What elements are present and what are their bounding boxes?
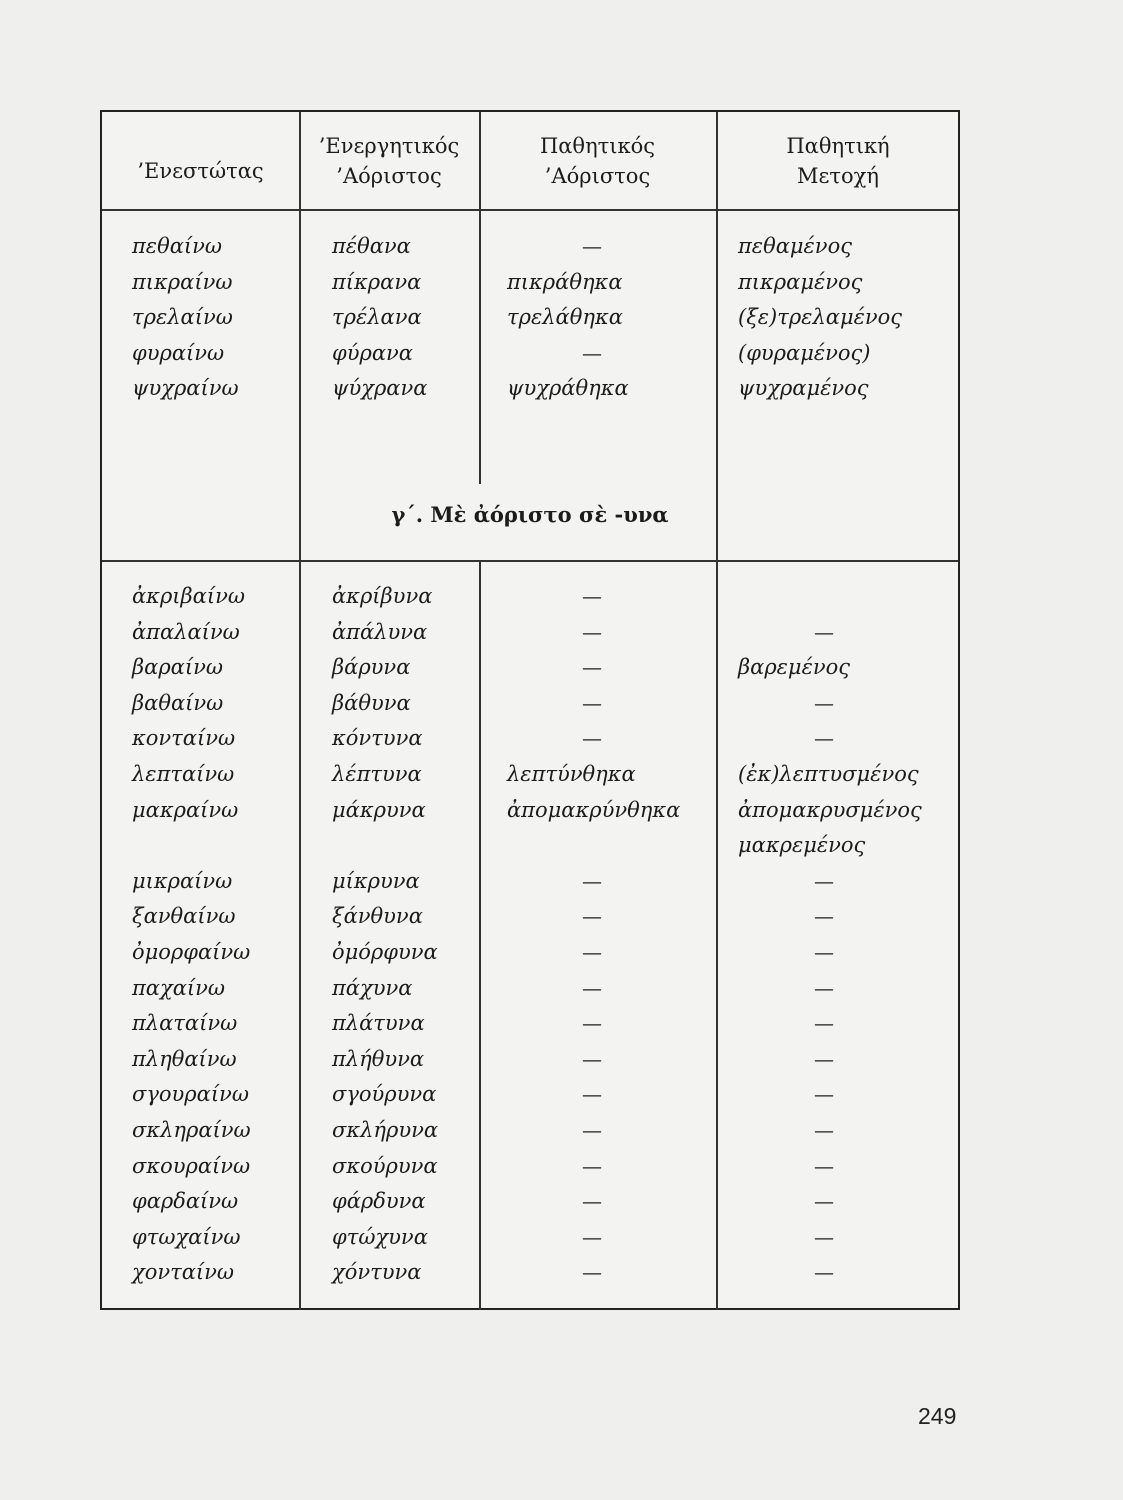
empty-form-dash: —: [814, 619, 834, 644]
empty-form-dash: —: [582, 1118, 602, 1142]
verb-form-cell: (φυραμένος): [738, 340, 871, 365]
header-label: ’Ενεργητικός: [318, 133, 460, 158]
empty-form-dash: —: [814, 1011, 834, 1036]
empty-form-dash: —: [582, 234, 602, 258]
verb-form-cell: φυραίνω: [132, 340, 225, 365]
header-active-aorist: [299, 112, 479, 209]
empty-form-dash: —: [814, 1153, 834, 1178]
table-row: [102, 376, 958, 411]
verb-form-cell: κόντυνα: [332, 726, 423, 751]
verb-form-cell: κονταίνω: [132, 726, 236, 751]
empty-form-dash: —: [814, 868, 834, 893]
verb-form-cell: ἀκριβαίνω: [132, 584, 245, 608]
verb-form-cell: πλάτυνα: [332, 1011, 425, 1036]
verb-form-cell: πάχυνα: [332, 975, 413, 1000]
header-label: Μετοχή: [797, 163, 879, 188]
verb-form-cell: σκουραίνω: [132, 1153, 251, 1178]
table-row: [102, 341, 958, 376]
verb-form-cell: σγουραίνω: [132, 1082, 249, 1107]
table-row: [102, 620, 958, 655]
verb-form-cell: παχαίνω: [132, 975, 226, 1000]
empty-form-dash: —: [814, 1224, 834, 1249]
table-row: [102, 1082, 958, 1117]
empty-form-dash: —: [814, 1189, 834, 1214]
verb-form-cell: μάκρυνα: [332, 797, 426, 822]
empty-form-dash: —: [582, 975, 602, 1000]
verb-form-cell: μακραίνω: [132, 797, 239, 822]
empty-form-dash: —: [814, 904, 834, 929]
verb-form-cell: πικραίνω: [132, 269, 233, 294]
header-label: ’Ενεστώτας: [137, 158, 264, 183]
verb-form-cell: ἀπομακρυσμένος: [738, 797, 922, 822]
empty-form-dash: —: [582, 1082, 602, 1107]
table-row: [102, 1011, 958, 1046]
section-heading: γ΄. Μὲ ἀόριστο σὲ -υνα: [391, 502, 669, 527]
verb-form-cell: βαθαίνω: [132, 690, 224, 715]
verb-form-cell: χόντυνα: [332, 1260, 422, 1285]
verb-form-cell: φτωχαίνω: [132, 1224, 241, 1249]
header-label: Παθητική: [786, 133, 890, 158]
page-number: 249: [918, 1403, 957, 1429]
verb-form-cell: λεπτύνθηκα: [507, 762, 636, 786]
table-row: [102, 1154, 958, 1189]
header-passive-participle: [716, 112, 960, 209]
table-row: [102, 1225, 958, 1260]
verb-form-cell: χονταίνω: [132, 1260, 235, 1285]
header-present: [102, 122, 299, 219]
empty-form-dash: —: [814, 690, 834, 715]
table-row: [102, 305, 958, 340]
verb-form-cell: φαρδαίνω: [132, 1189, 239, 1214]
verb-form-cell: ἀκρίβυνα: [332, 584, 433, 608]
verb-form-cell: σκούρυνα: [332, 1153, 438, 1178]
verb-form-cell: πληθαίνω: [132, 1046, 237, 1071]
empty-form-dash: —: [814, 975, 834, 1000]
table-row: [102, 1047, 958, 1082]
verb-form-cell: σγούρυνα: [332, 1082, 437, 1107]
verb-form-cell: πεθαμένος: [738, 234, 852, 258]
empty-form-dash: —: [582, 726, 602, 751]
verb-form-cell: φάρδυνα: [332, 1189, 426, 1214]
empty-form-dash: —: [814, 1082, 834, 1107]
verb-form-cell: τρελάθηκα: [507, 305, 623, 329]
empty-form-dash: —: [582, 1011, 602, 1036]
table-row: [102, 655, 958, 690]
verb-form-cell: βαραίνω: [132, 655, 223, 680]
empty-form-dash: —: [582, 940, 602, 964]
verb-form-cell: ξάνθυνα: [332, 904, 423, 929]
verb-form-cell: βάρυνα: [332, 655, 411, 680]
table-row: [102, 833, 958, 868]
table-row: [102, 234, 958, 269]
table-row: [102, 940, 958, 975]
table-row: [102, 1260, 958, 1295]
verb-form-cell: ψυχραίνω: [132, 376, 239, 400]
verb-form-cell: ἀπαλαίνω: [132, 619, 240, 644]
verb-form-cell: τρελαίνω: [132, 305, 233, 329]
empty-form-dash: —: [582, 904, 602, 929]
empty-form-dash: —: [814, 940, 834, 964]
table-row: [102, 691, 958, 726]
verb-form-cell: τρέλανα: [332, 305, 422, 329]
table-row: [102, 270, 958, 305]
verb-form-cell: ὀμόρφυνα: [332, 940, 438, 964]
verb-form-cell: πλαταίνω: [132, 1011, 238, 1036]
table-row: [102, 726, 958, 761]
verb-form-cell: μακρεμένος: [738, 833, 866, 858]
verb-form-cell: ὀμορφαίνω: [132, 940, 251, 964]
header-label: Παθητικός: [539, 133, 656, 158]
section-divider: [102, 560, 958, 562]
empty-form-dash: —: [814, 726, 834, 751]
table-row: [102, 762, 958, 797]
verb-form-cell: λέπτυνα: [332, 762, 422, 786]
table-row: [102, 1189, 958, 1224]
verb-form-cell: βάθυνα: [332, 690, 411, 715]
table-row: [102, 869, 958, 904]
verb-form-cell: ξανθαίνω: [132, 904, 236, 929]
empty-form-dash: —: [582, 690, 602, 715]
verb-form-cell: σκλήρυνα: [332, 1118, 439, 1142]
verb-form-cell: ἀπάλυνα: [332, 619, 428, 644]
verb-form-cell: (ἐκ)λεπτυσμένος: [738, 762, 919, 786]
empty-form-dash: —: [582, 1153, 602, 1178]
header-label: ’Αόριστος: [336, 163, 442, 188]
verb-form-cell: φτώχυνα: [332, 1224, 428, 1249]
table-row: [102, 584, 958, 619]
empty-form-dash: —: [582, 868, 602, 893]
verb-form-cell: πίκρανα: [332, 269, 422, 294]
verb-form-cell: πλήθυνα: [332, 1046, 425, 1071]
empty-form-dash: —: [582, 584, 602, 608]
verb-form-cell: (ξε)τρελαμένος: [738, 305, 903, 329]
verb-form-cell: ψυχράθηκα: [507, 376, 629, 400]
empty-form-dash: —: [582, 340, 602, 365]
verb-form-cell: πικραμένος: [738, 269, 863, 294]
empty-form-dash: —: [814, 1118, 834, 1142]
verb-form-cell: πικράθηκα: [507, 269, 623, 294]
header-passive-aorist: [479, 112, 716, 209]
header-label: ’Αόριστος: [544, 163, 651, 188]
empty-form-dash: —: [582, 1260, 602, 1285]
verb-form-cell: ψύχρανα: [332, 376, 428, 400]
empty-form-dash: —: [582, 1046, 602, 1071]
verb-form-cell: βαρεμένος: [738, 655, 851, 680]
empty-form-dash: —: [582, 1224, 602, 1249]
table-row: [102, 1118, 958, 1153]
empty-form-dash: —: [582, 619, 602, 644]
verb-form-cell: πεθαίνω: [132, 234, 223, 258]
verb-form-cell: φύρανα: [332, 340, 413, 365]
verb-form-cell: ἀπομακρύνθηκα: [507, 797, 681, 822]
table-row: [102, 904, 958, 939]
verb-form-cell: πέθανα: [332, 234, 411, 258]
empty-form-dash: —: [582, 655, 602, 680]
empty-form-dash: —: [582, 1189, 602, 1214]
empty-form-dash: —: [814, 1046, 834, 1071]
verb-form-cell: μίκρυνα: [332, 868, 420, 893]
verb-form-cell: σκληραίνω: [132, 1118, 251, 1142]
verb-form-cell: μικραίνω: [132, 868, 233, 893]
verb-form-cell: ψυχραμένος: [738, 376, 869, 400]
empty-form-dash: —: [814, 1260, 834, 1285]
table-row: [102, 976, 958, 1011]
verb-table: [100, 110, 960, 1310]
verb-form-cell: λεπταίνω: [132, 762, 235, 786]
table-row: [102, 798, 958, 833]
